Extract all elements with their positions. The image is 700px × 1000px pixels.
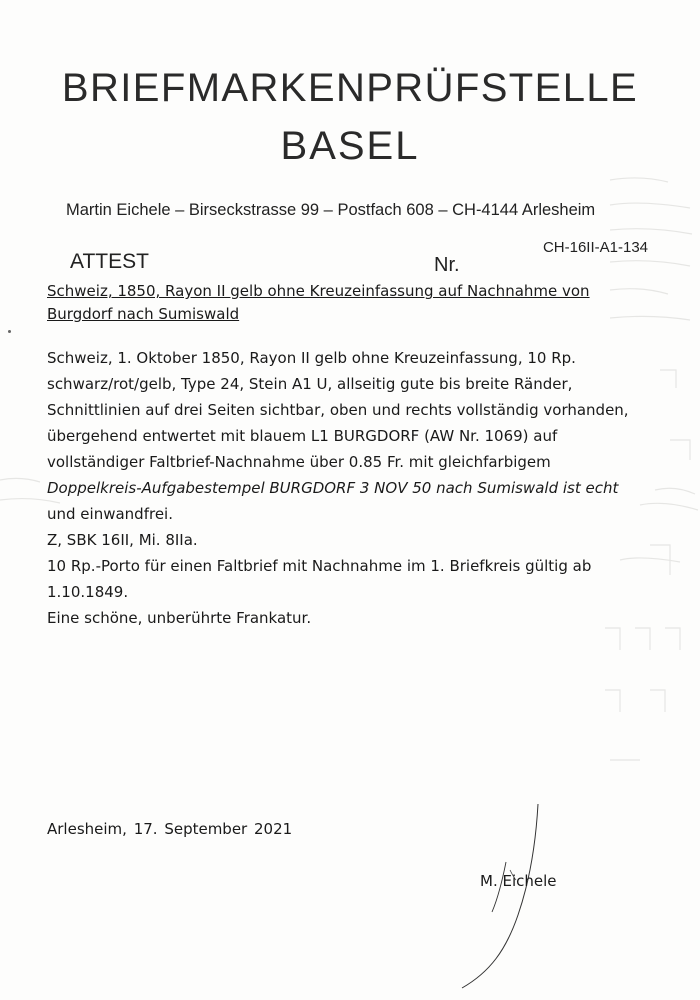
description-line: Doppelkreis-Aufgabestempel BURGDORF 3 NOV 50 nach Sumiswald ist echt	[47, 479, 619, 497]
certificate-nr-label: Nr.	[434, 254, 460, 276]
institution-address: Martin Eichele – Birseckstrasse 99 – Postfach 608 – CH-4144 Arlesheim	[66, 201, 596, 219]
description-line: Schnittlinien auf drei Seiten sichtbar, oben und rechts vollständig vorhanden,	[47, 401, 629, 419]
remark-line: Eine schöne, unberührte Frankatur.	[47, 609, 312, 627]
description-line: und einwandfrei.	[47, 505, 173, 523]
catalog-reference: Z, SBK 16II, Mi. 8IIa.	[47, 531, 198, 549]
institution-city: BASEL	[280, 124, 420, 168]
handwritten-signature	[440, 800, 560, 990]
place-and-date: Arlesheim, 17. September 2021	[47, 820, 293, 838]
punch-mark	[8, 330, 11, 333]
certificate-number: CH-16II-A1-134	[542, 239, 648, 256]
certificate-body	[47, 345, 667, 631]
description-line: Schweiz, 1. Oktober 1850, Rayon II gelb ohne Kreuzeinfassung, 10 Rp.	[47, 349, 576, 367]
description-line: übergehend entwertet mit blauem L1 BURGDORF (AW Nr. 1069) auf	[47, 427, 558, 445]
postage-note-line: 10 Rp.-Porto für einen Faltbrief mit Nachnahme im 1. Briefkreis gültig ab	[47, 557, 592, 575]
certificate-label: ATTEST	[70, 250, 149, 273]
subject-heading: Schweiz, 1850, Rayon II gelb ohne Kreuzeinfassung auf Nachnahme von Burgdorf nach Sumiswald	[47, 282, 590, 323]
postage-note-line: 1.10.1849.	[47, 583, 129, 601]
institution-title: BRIEFMARKENPRÜFSTELLE	[61, 66, 639, 110]
signatory-name: M. Eichele	[480, 872, 557, 890]
description-line: vollständiger Faltbrief-Nachnahme über 0.85 Fr. mit gleichfarbigem	[47, 453, 551, 471]
description-line: schwarz/rot/gelb, Type 24, Stein A1 U, allseitig gute bis breite Ränder,	[47, 375, 573, 393]
